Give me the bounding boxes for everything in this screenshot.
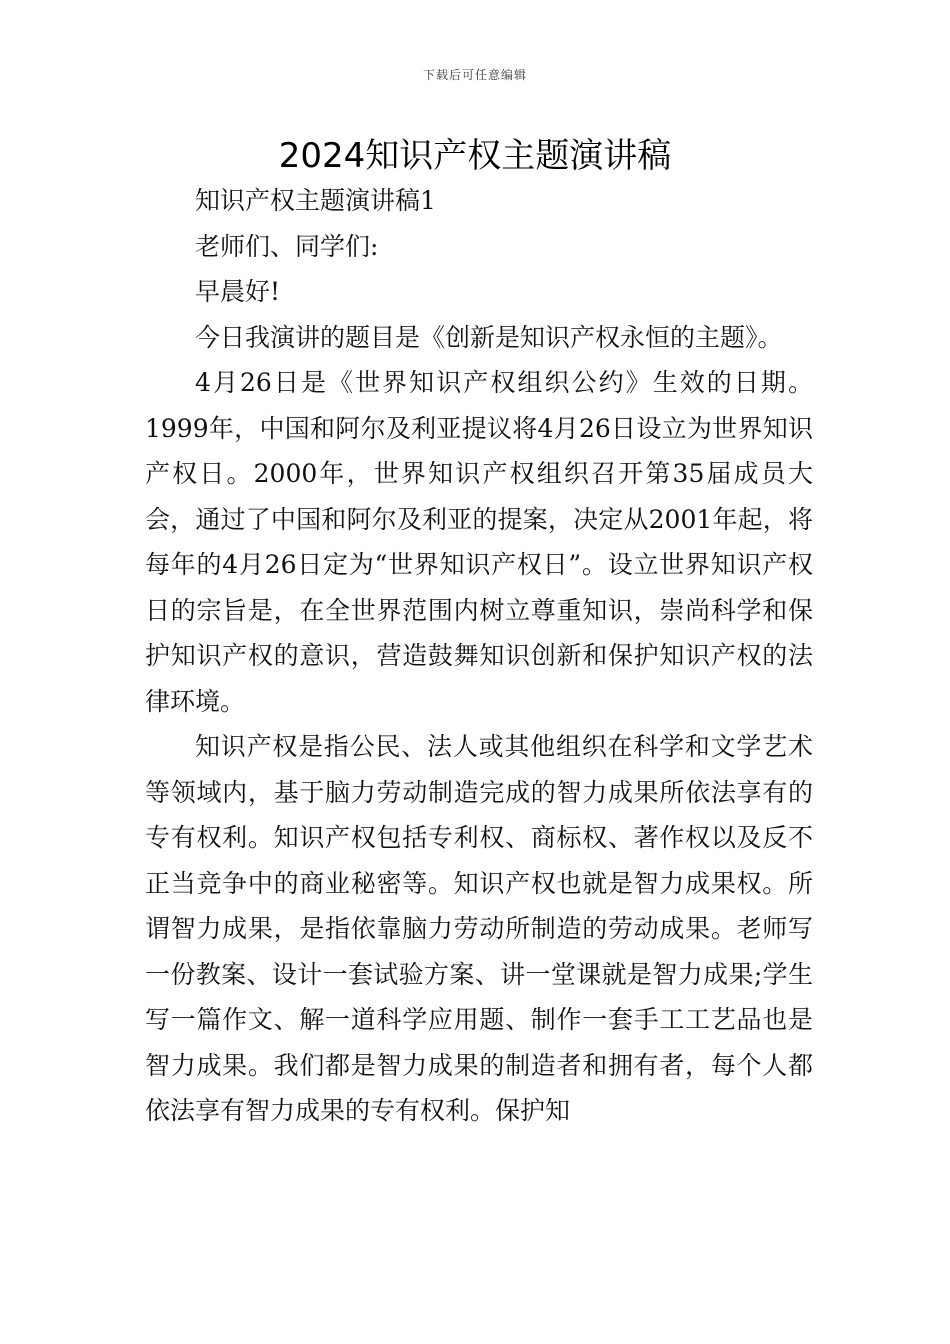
paragraph-subtitle: 知识产权主题演讲稿1 — [195, 186, 436, 215]
paragraph-world-ip-day: 4月26日是《世界知识产权组织公约》生效的日期。1999年，中国和阿尔及利亚提议将4月26日设立为世界知识产权日。2000年，世界知识产权组织召开第35届成员大会，通过了中国和阿尔及利亚的提案，决定从2001年起，将每年的4月26日定为“世界知识产权日”。设立世界知识产权日的宗旨是，在全世界范围内树立尊重知识，崇尚科学和保护知识产权的意识，营造鼓舞知识创新和保护知识产权的法律环境。 — [145, 368, 813, 716]
header-note: 下载后可任意编辑 — [422, 68, 527, 82]
paragraph-salutation: 老师们、同学们: — [195, 231, 379, 261]
paragraph-topic: 今日我演讲的题目是《创新是知识产权永恒的主题》。 — [195, 322, 783, 352]
document-body — [145, 178, 813, 1134]
paragraph-greeting: 早晨好! — [195, 277, 281, 306]
document-title: 2024知识产权主题演讲稿 — [278, 136, 672, 176]
paragraph-ip-definition: 知识产权是指公民、法人或其他组织在科学和文学艺术等领域内，基于脑力劳动制造完成的智力成果所依法享有的专有权利。知识产权包括专利权、商标权、著作权以及反不正当竞争中的商业秘密等。知识产权也就是智力成果权。所谓智力成果，是指依靠脑力劳动所制造的劳动成果。老师写一份教案、设计一套试验方案、讲一堂课就是智力成果;学生写一篇作文、解一道科学应用题、制作一套手工工艺品也是智力成果。我们都是智力成果的制造者和拥有者，每个人都依法享有智力成果的专有权利。保护知 — [145, 732, 813, 1125]
